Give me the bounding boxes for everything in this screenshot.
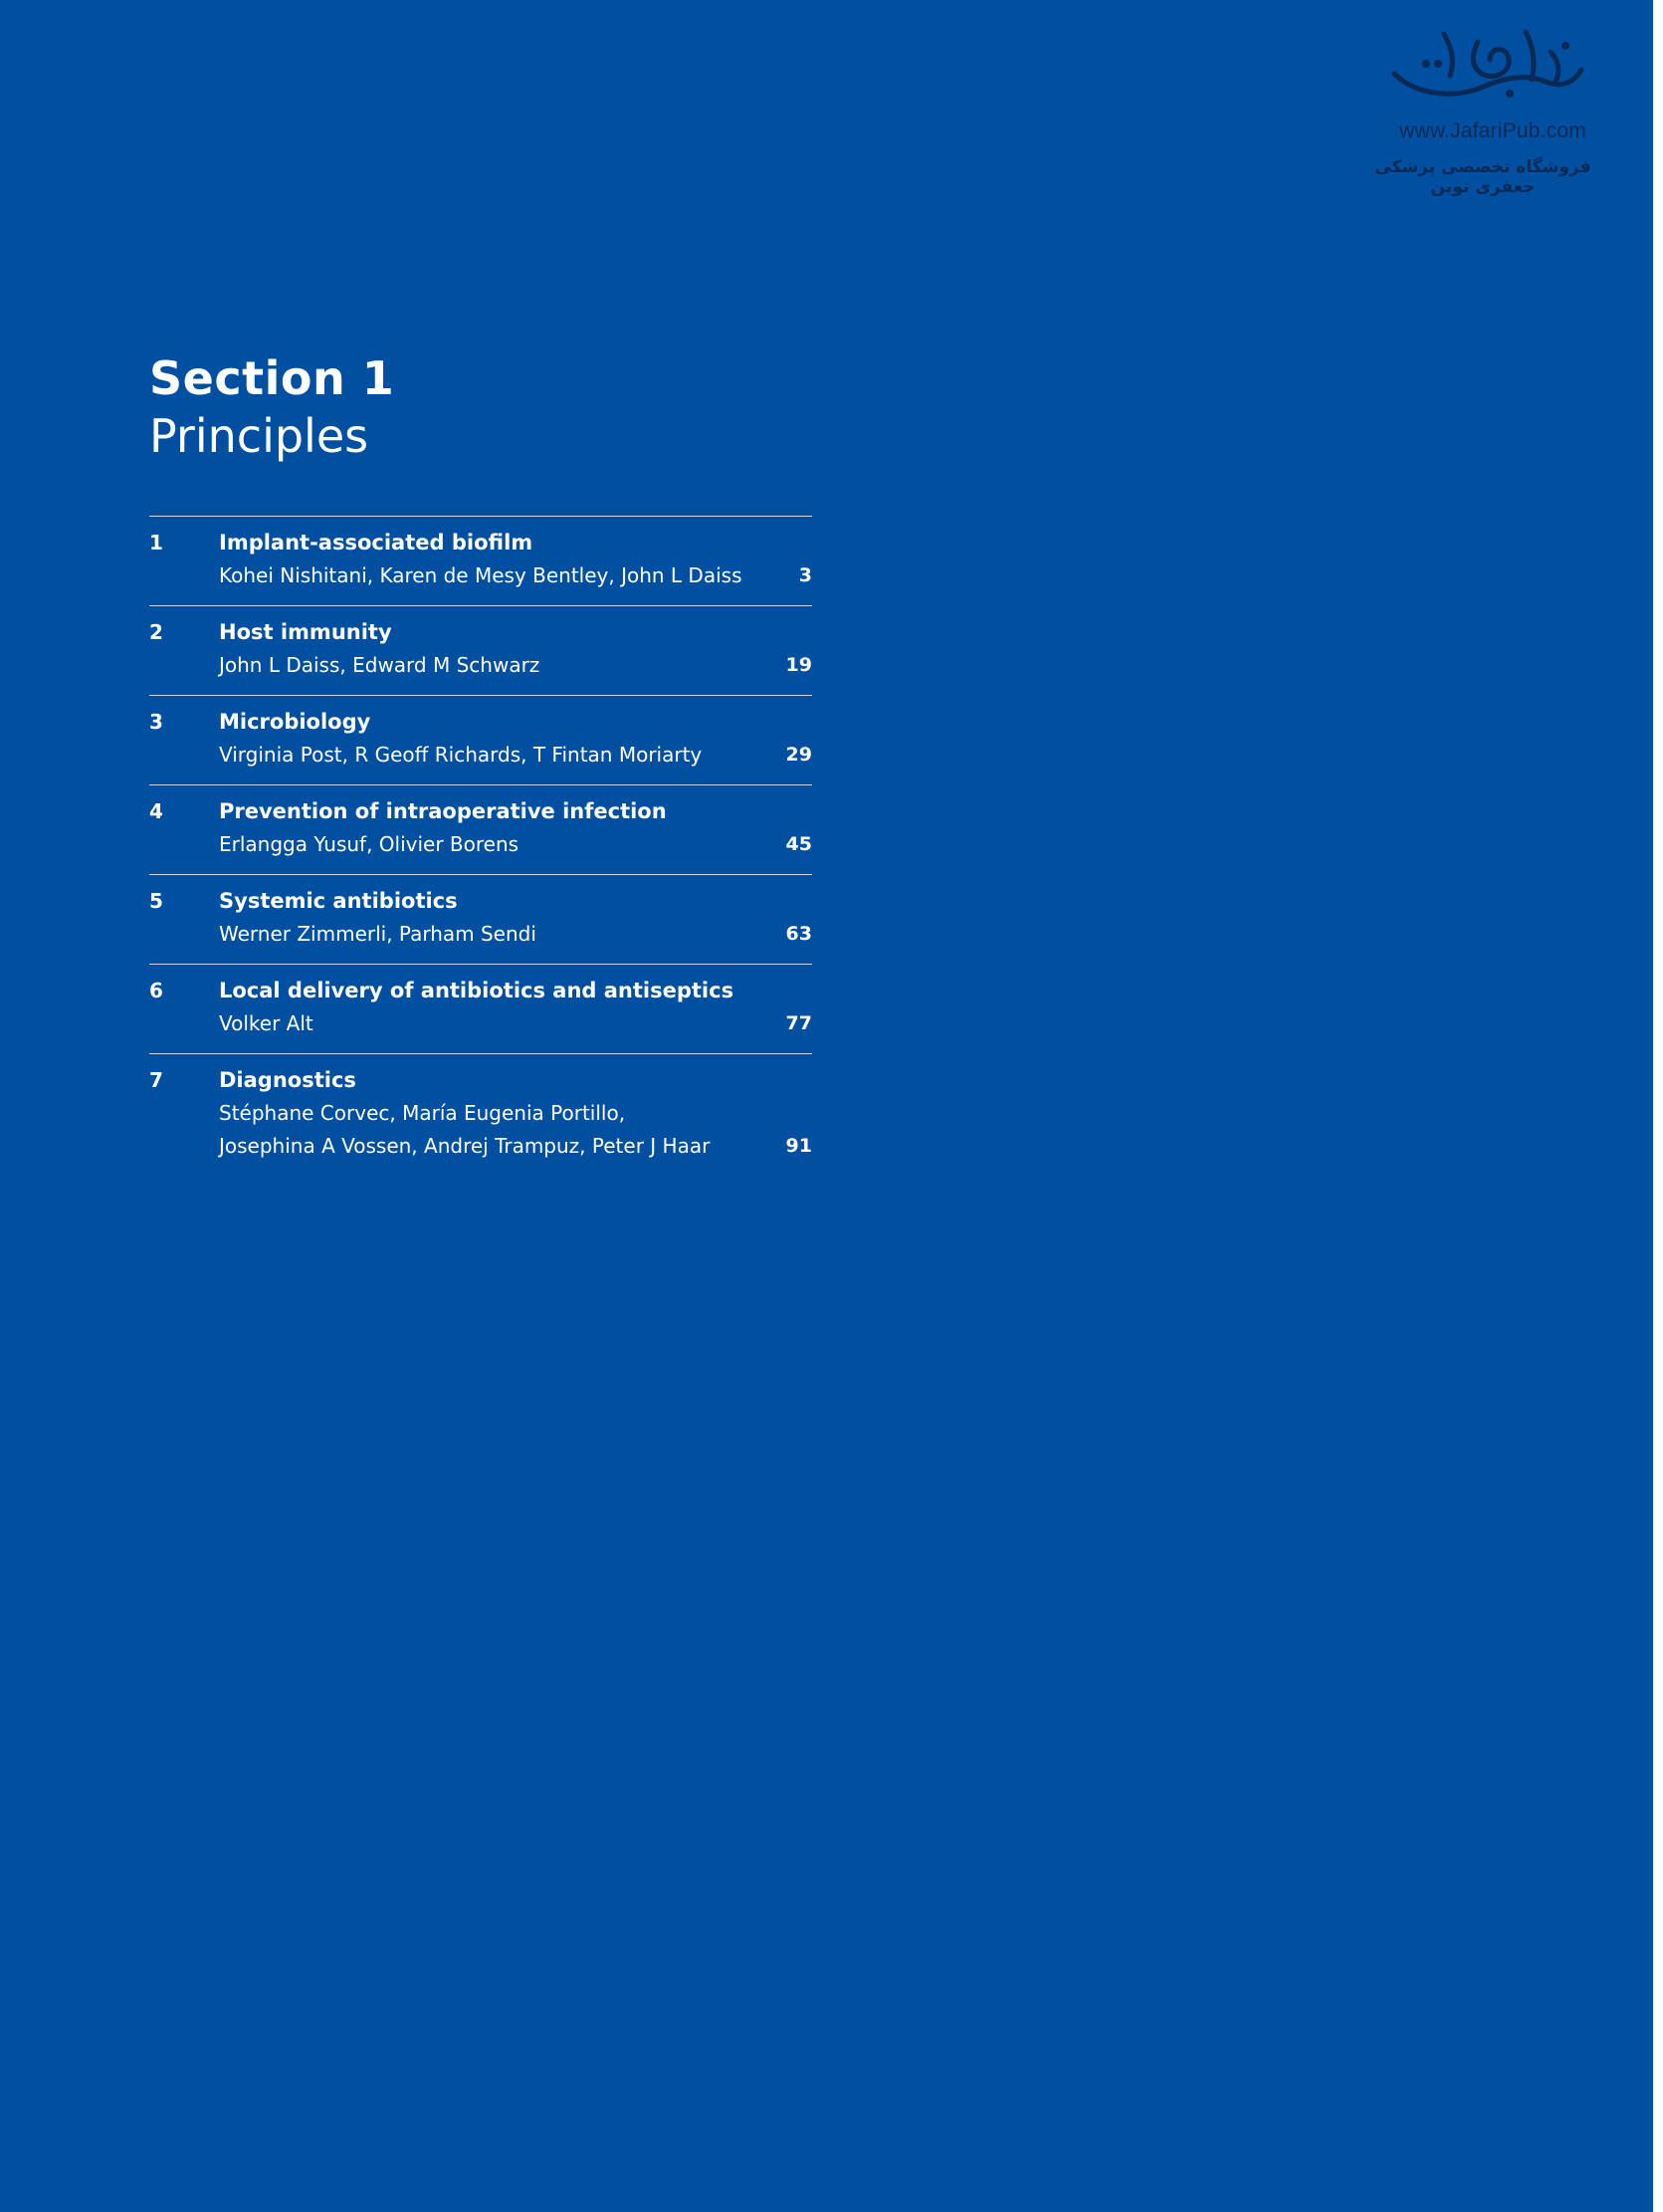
page-edge	[1653, 0, 1663, 2212]
chapter-title: Implant-associated biofilm	[219, 531, 533, 554]
toc-entry[interactable]	[149, 696, 812, 785]
chapter-page-number: 29	[785, 744, 812, 766]
chapter-authors: Erlangga Yusuf, Olivier Borens	[219, 832, 520, 856]
chapter-number: 4	[149, 799, 163, 823]
toc-entry[interactable]	[149, 875, 812, 965]
chapter-number: 1	[149, 531, 163, 554]
chapter-title: Host immunity	[219, 620, 392, 644]
publisher-watermark	[1349, 24, 1627, 197]
chapter-number: 7	[149, 1068, 163, 1092]
watermark-url: www.JafariPub.com	[1399, 119, 1586, 142]
toc-entry[interactable]	[149, 606, 812, 696]
section-heading	[149, 350, 394, 464]
toc-entry[interactable]	[149, 965, 812, 1054]
chapter-page-number: 77	[785, 1012, 812, 1034]
chapter-title: Local delivery of antibiotics and antiseptics	[219, 979, 734, 1002]
chapter-authors: Stéphane Corvec, María Eugenia Portillo,	[219, 1101, 626, 1125]
watermark-caption: فروشگاه تخصصی پزشکی جعفری نوین	[1374, 157, 1591, 197]
chapter-authors-continued: Josephina A Vossen, Andrej Trampuz, Peter J Haar	[219, 1134, 711, 1158]
chapter-authors: Virginia Post, R Geoff Richards, T Fintan Moriarty	[219, 743, 703, 767]
chapter-title: Diagnostics	[219, 1068, 356, 1092]
table-of-contents	[149, 516, 812, 1176]
chapter-number: 2	[149, 620, 163, 644]
chapter-page-number: 19	[785, 654, 812, 676]
section-subtitle: Principles	[149, 409, 369, 463]
chapter-number: 6	[149, 979, 163, 1002]
chapter-title: Prevention of intraoperative infection	[219, 799, 667, 823]
chapter-page-number: 91	[785, 1135, 812, 1157]
chapter-authors: Volker Alt	[219, 1011, 313, 1035]
chapter-title: Systemic antibiotics	[219, 889, 458, 913]
section-title: Section 1	[149, 351, 395, 405]
chapter-page-number: 45	[785, 833, 812, 855]
chapter-page-number: 3	[798, 564, 812, 586]
chapter-number: 5	[149, 889, 163, 913]
chapter-number: 3	[149, 710, 163, 734]
chapter-page-number: 63	[785, 923, 812, 945]
chapter-authors: Kohei Nishitani, Karen de Mesy Bentley, John L Daiss	[219, 563, 742, 587]
toc-entry[interactable]	[149, 1054, 812, 1176]
chapter-authors: Werner Zimmerli, Parham Sendi	[219, 922, 536, 946]
publisher-logo-icon	[1386, 24, 1585, 118]
chapter-authors: John L Daiss, Edward M Schwarz	[219, 653, 540, 677]
toc-entry[interactable]	[149, 785, 812, 875]
chapter-title: Microbiology	[219, 710, 371, 734]
toc-entry[interactable]	[149, 517, 812, 606]
